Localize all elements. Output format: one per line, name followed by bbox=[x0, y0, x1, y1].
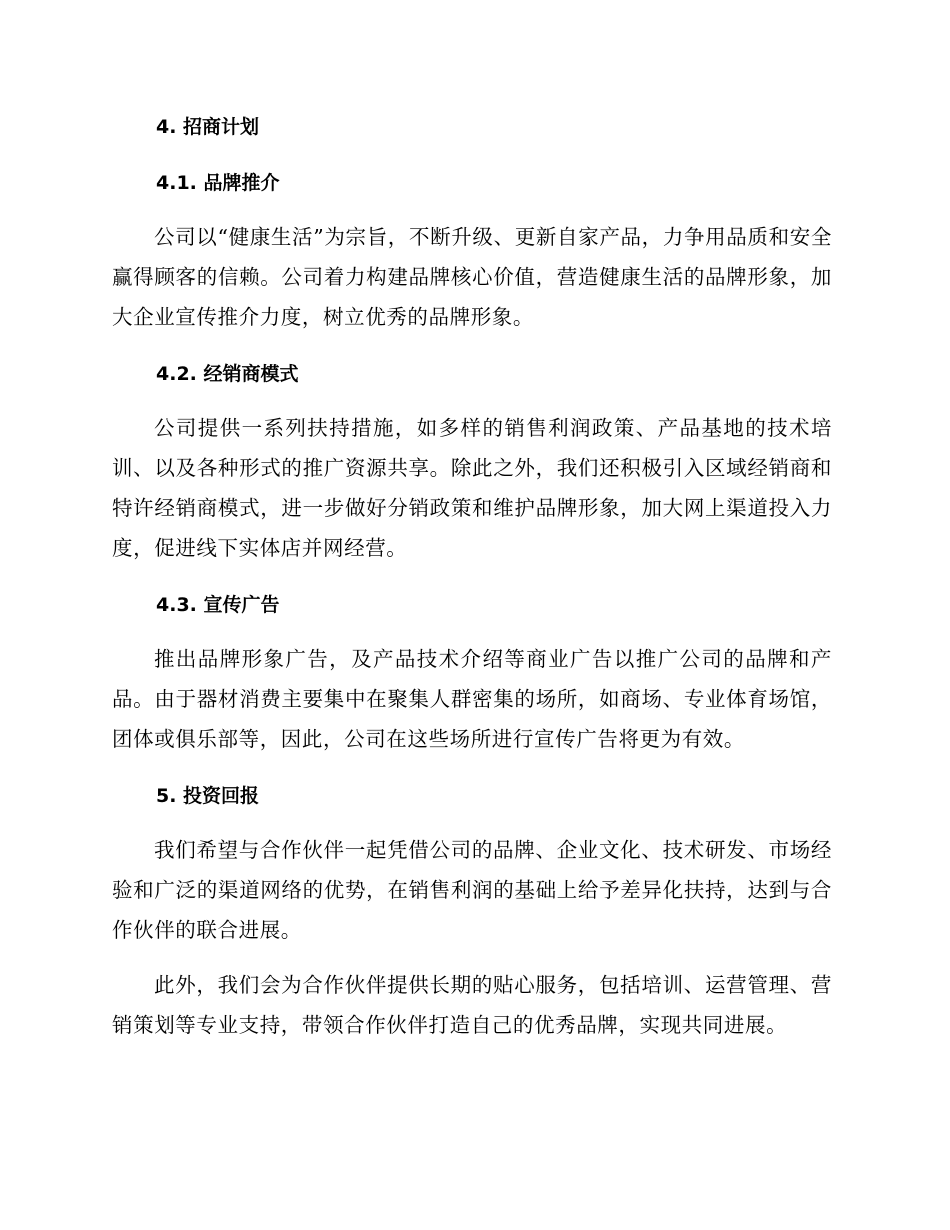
section-4-2-heading: 4.2. 经销商模式 bbox=[156, 363, 299, 385]
section-4-3-heading: 4.3. 宣传广告 bbox=[156, 594, 280, 616]
section-4-2-paragraph: 公司提供一系列扶持措施，如多样的销售利润政策、产品基地的技术培训、以及各种形式的推广资源共享。除此之外，我们还积极引入区域经销商和特许经销商模式，进一步做好分销政策和维护品牌形象，加大网上渠道投入力度，促进线下实体店并网经营。 bbox=[112, 416, 832, 560]
section-5-paragraph-2: 此外，我们会为合作伙伴提供长期的贴心服务，包括培训、运营管理、营销策划等专业支持，带领合作伙伴打造自己的优秀品牌，实现共同进展。 bbox=[112, 973, 832, 1037]
section-5-paragraph-1: 我们希望与合作伙伴一起凭借公司的品牌、企业文化、技术研发、市场经验和广泛的渠道网络的优势，在销售利润的基础上给予差异化扶持，达到与合作伙伴的联合进展。 bbox=[112, 838, 832, 942]
section-4-heading: 4. 招商计划 bbox=[156, 116, 260, 138]
section-4-1-heading: 4.1. 品牌推介 bbox=[156, 172, 280, 194]
section-4-3-paragraph: 推出品牌形象广告，及产品技术介绍等商业广告以推广公司的品牌和产品。由于器材消费主要集中在聚集人群密集的场所，如商场、专业体育场馆，团体或俱乐部等，因此，公司在这些场所进行宣传广告将更为有效。 bbox=[112, 647, 832, 751]
section-5-heading: 5. 投资回报 bbox=[156, 785, 260, 807]
section-4-1-paragraph: 公司以“健康生活”为宗旨，不断升级、更新自家产品，力争用品质和安全赢得顾客的信赖。公司着力构建品牌核心价值，营造健康生活的品牌形象，加大企业宣传推介力度，树立优秀的品牌形象。 bbox=[112, 225, 832, 329]
document-body bbox=[112, 108, 832, 1045]
